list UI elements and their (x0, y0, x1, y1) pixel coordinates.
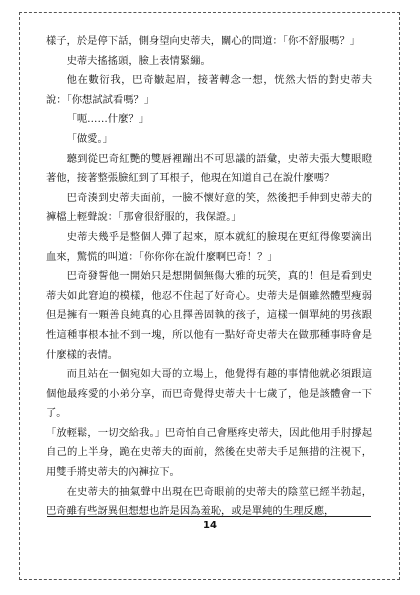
paragraph: 史蒂夫搖搖頭，臉上表情緊繃。 (66, 54, 211, 67)
body-text (46, 32, 372, 522)
paragraph: 「放輕鬆，一切交給我。」巴奇怕自己會壓疼史蒂夫，因此他用手肘撐起自己的上半身，跪在史蒂夫的面前，然後在史蒂夫手足無措的注視下，用雙手將史蒂夫的內褲拉下。 (46, 426, 372, 479)
paragraph: 巴奇湊到史蒂夫面前，一臉不懷好意的笑，然後把手伸到史蒂夫的褲檔上輕聲說：「那會很舒服的，我保證。」 (46, 191, 372, 224)
paragraph: 在史蒂夫的抽氣聲中出現在巴奇眼前的史蒂夫的陰莖已經半勃起，巴奇雖有些訝異但想想也許是因為羞恥，或是單純的生理反應， (46, 485, 372, 518)
paragraph: 聽到從巴奇紅艷的雙唇裡蹦出不可思議的語彙，史蒂夫張大雙眼瞪著他，接著整張臉紅到了耳根子，他現在知道自己在說什麼嗎？ (46, 152, 372, 185)
paragraph: 他在數衍我，巴奇皺起眉，接著轉念一想，恍然大悟的對史蒂夫說：「你想試試看嗎？」 (46, 74, 372, 106)
paragraph: 史蒂夫幾乎是整個人彈了起來，原本就紅的臉現在更紅得像要滴出血來，驚慌的叫道：「你你你在說什麼啊巴奇！？」 (46, 230, 372, 263)
paragraph: 樣子，於是停下話，側身望向史蒂夫，關心的問道：「你不舒服嗎？」 (46, 35, 361, 47)
paragraph: 「呃……什麼？」 (66, 113, 149, 126)
footer-rule (47, 516, 371, 517)
paragraph: 而且站在一個宛如大哥的立場上，他覺得有趣的事情他就必須跟這個他最疼愛的小弟分享，而巴奇覺得史蒂夫十七歲了，他是該體會一下了。 (46, 368, 372, 420)
page-number: 14 (203, 520, 217, 531)
paragraph: 「做愛。」 (66, 132, 113, 145)
paragraph: 巴奇發誓他一開始只是想開個無傷大雅的玩笑，真的！但是看到史蒂夫如此窘迫的模樣，他忍不住起了好奇心。史蒂夫是個雖然體型瘦弱但是擁有一顆善良純真的心且擇善固執的孩子，這樣一個單純的男孩跟性這種事根本扯不到一塊，所以他有一點好奇史蒂夫在做那種事時會是什麼樣的表情。 (46, 270, 372, 361)
